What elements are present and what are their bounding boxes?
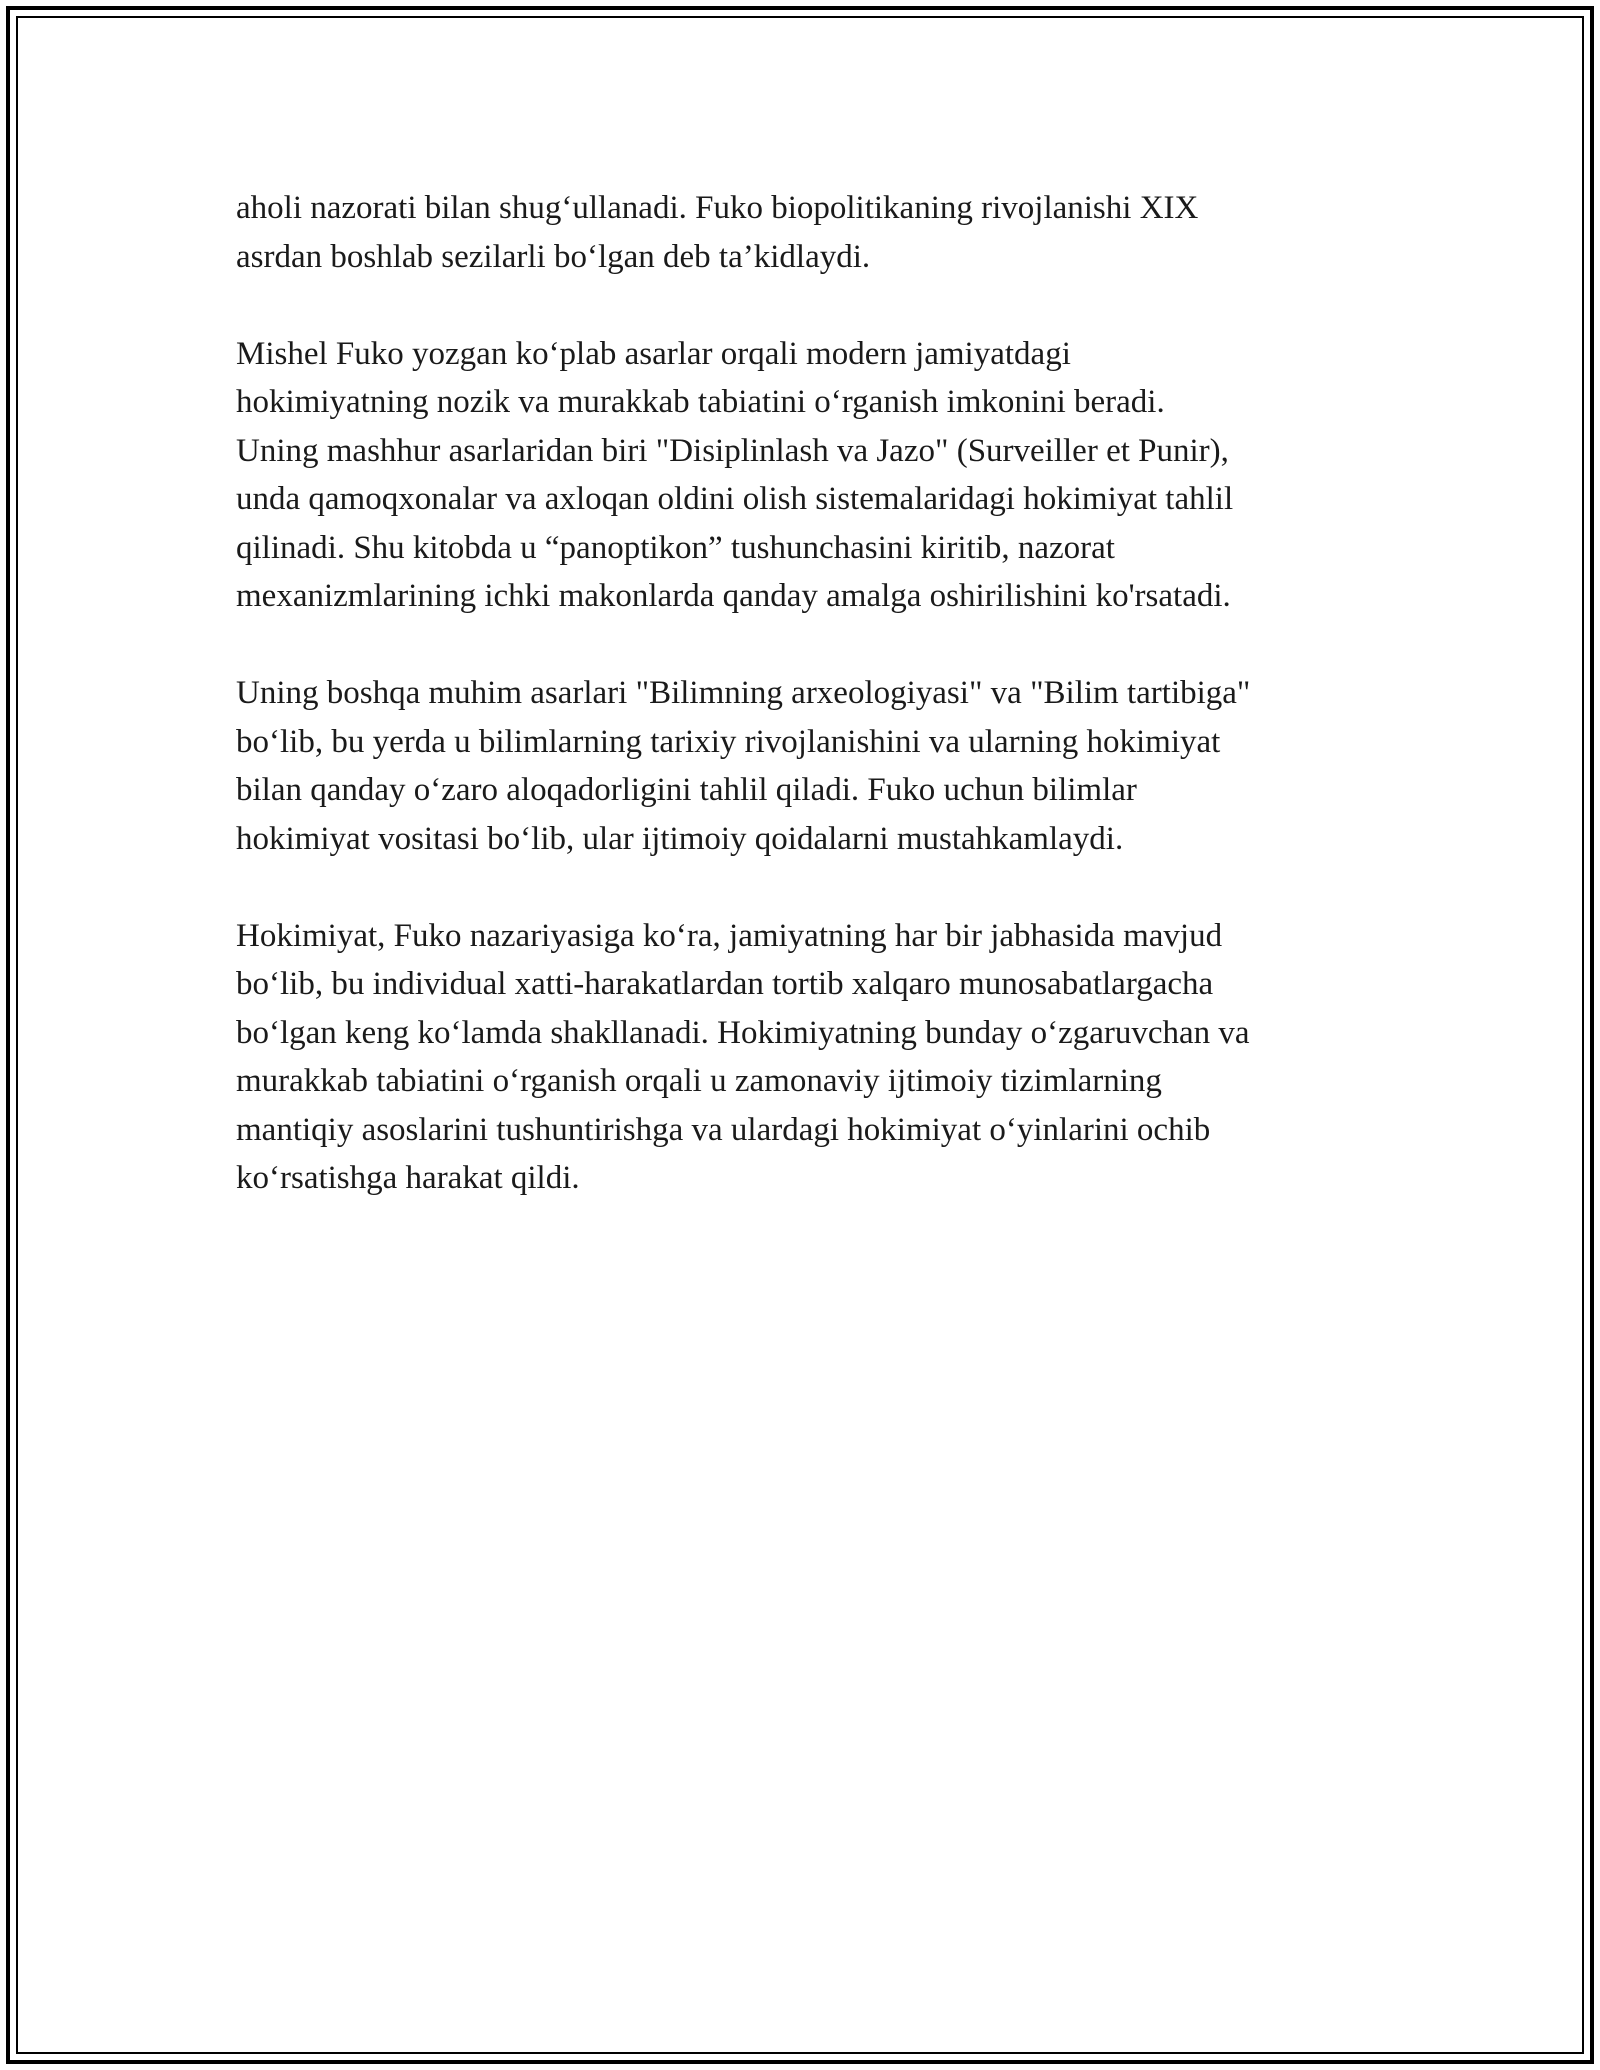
text-line: hokimiyat vositasi bo‘lib, ular ijtimoiy qoidalarni mustahkamlaydi. [236, 820, 1124, 857]
text-line: ko‘rsatishga harakat qildi. [236, 1160, 580, 1196]
text-line: mantiqiy asoslarini tushuntirishga va ulardagi hokimiyat o‘yinlarini ochib [236, 1111, 1211, 1148]
text-line: hokimiyatning nozik va murakkab tabiatini o‘rganish imkonini beradi. [236, 384, 1165, 420]
text-line: bo‘lib, bu individual xatti-harakatlardan tortib xalqaro munosabatlargacha [236, 966, 1214, 1002]
paragraph [236, 669, 1386, 863]
paragraph [236, 184, 1386, 281]
text-line: Uning mashhur asarlaridan biri "Disiplinlash va Jazo" (Surveiller et Punir), [236, 432, 1229, 469]
text-line: bilan qanday o‘zaro aloqadorligini tahlil qiladi. Fuko uchun bilimlar [236, 772, 1137, 808]
text-line: bo‘lgan keng ko‘lamda shakllanadi. Hokimiyatning bunday o‘zgaruvchan va [236, 1014, 1250, 1051]
text-line: Mishel Fuko yozgan ko‘plab asarlar orqali modern jamiyatdagi [236, 335, 1071, 372]
text-line: Hokimiyat, Fuko nazariyasiga ko‘ra, jamiyatning har bir jabhasida mavjud [236, 917, 1223, 954]
text-line: unda qamoqxonalar va axloqan oldini olish sistemalaridagi hokimiyat tahlil [236, 481, 1234, 517]
text-line: bo‘lib, bu yerda u bilimlarning tarixiy rivojlanishini va ularning hokimiyat [236, 723, 1221, 760]
text-line: aholi nazorati bilan shug‘ullanadi. Fuko biopolitikaning rivojlanishi XIX [236, 190, 1199, 226]
paragraph [236, 330, 1386, 621]
document-body [236, 184, 1386, 1251]
text-line: Uning boshqa muhim asarlari "Bilimning arxeologiyasi" va "Bilim tartibiga" [236, 675, 1251, 711]
text-line: mexanizmlarining ichki makonlarda qanday amalga oshirilishini ko'rsatadi. [236, 578, 1231, 614]
text-line: qilinadi. Shu kitobda u “panoptikon” tushunchasini kiritib, nazorat [236, 529, 1115, 566]
paragraph [236, 912, 1386, 1203]
text-line: murakkab tabiatini o‘rganish orqali u zamonaviy ijtimoiy tizimlarning [236, 1063, 1162, 1099]
text-line: asrdan boshlab sezilarli bo‘lgan deb ta’kidlaydi. [236, 238, 871, 275]
